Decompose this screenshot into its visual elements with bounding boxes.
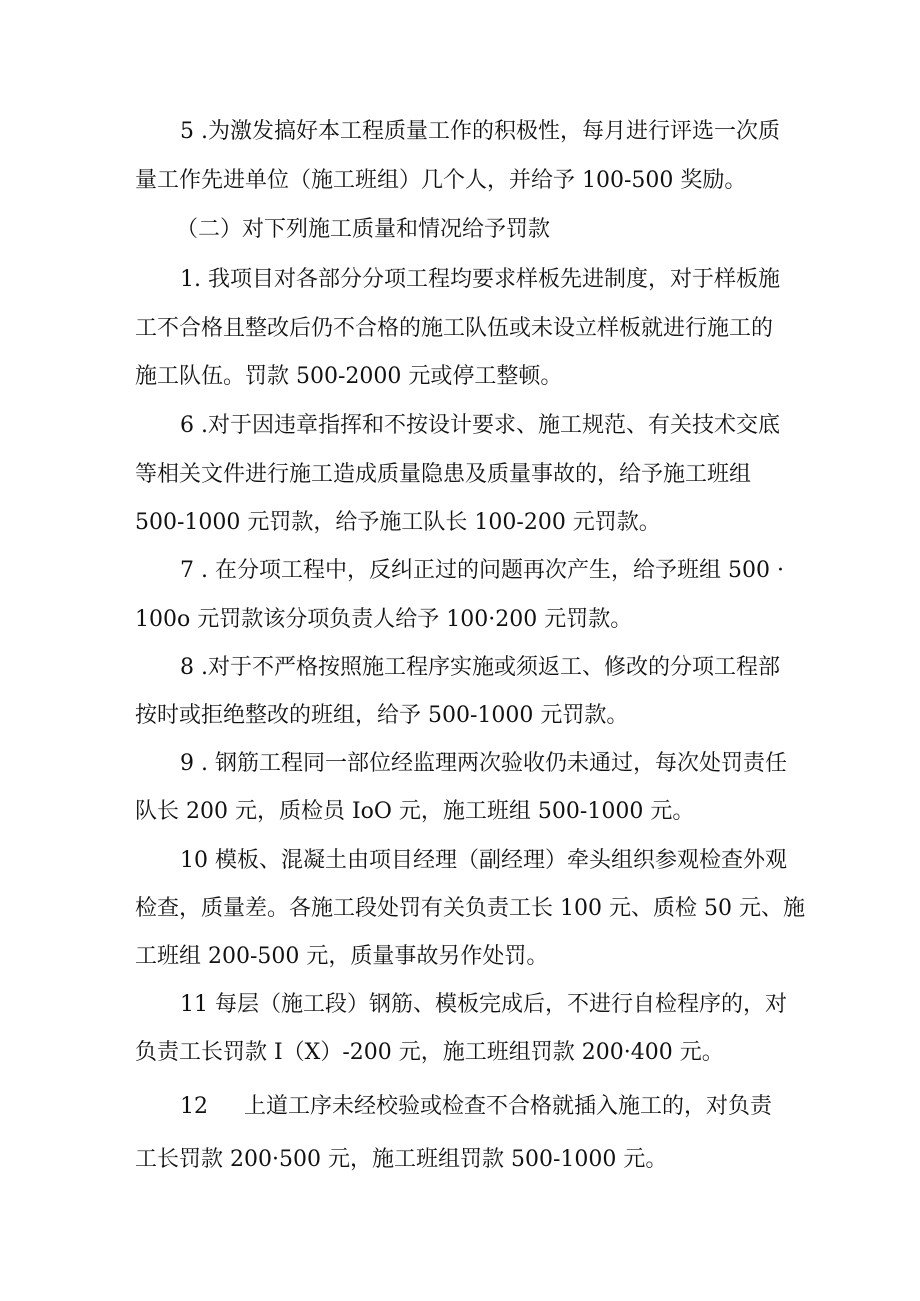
item-12-line-1: 上道工序未经校验或检查不合格就插入施工的，对负责 (244, 1094, 773, 1119)
item-12-line-2: 工长罚款 200·500 元，施工班组罚款 500-1000 元。 (135, 1147, 668, 1172)
item-1-line-1: 1. 我项目对各部分分项工程均要求样板先进制度，对于样板施 (180, 267, 780, 292)
item-5-line-2: 量工作先进单位（施工班组）几个人，并给予 100-500 奖励。 (135, 168, 747, 193)
item-6-line-3: 500-1000 元罚款，给予施工队长 100-200 元罚款。 (135, 510, 661, 535)
item-5-line-1: 5 .为激发搞好本工程质量工作的积极性，每月进行评选一次质 (180, 119, 780, 144)
item-7-line-2: 100o 元罚款该分项负责人给予 100·200 元罚款。 (135, 607, 633, 632)
item-6-line-2: 等相关文件进行施工造成质量隐患及质量事故的，给予施工班组 (135, 462, 752, 487)
item-8-line-2: 按时或拒绝整改的班组，给予 500-1000 元罚款。 (135, 703, 629, 728)
item-8-line-1: 8 .对于不严格按照施工程序实施或须返工、修改的分项工程部 (180, 655, 780, 680)
item-1-line-3: 施工队伍。罚款 500-2000 元或停工整顿。 (135, 364, 563, 389)
item-10-line-3: 工班组 200-500 元，质量事故另作处罚。 (135, 944, 549, 969)
item-11-line-2: 负责工长罚款 I（X）-200 元，施工班组罚款 200·400 元。 (135, 1040, 724, 1065)
item-1-line-2: 工不合格且整改后仍不合格的施工队伍或未设立样板就进行施工的 (135, 316, 774, 341)
item-11-line-1: 11 每层（施工段）钢筋、模板完成后，不进行自检程序的，对 (180, 992, 787, 1017)
item-9-line-1: 9 . 钢筋工程同一部位经监理两次验收仍未通过，每次处罚责任 (180, 751, 787, 776)
item-12-number: 12 (180, 1094, 208, 1119)
item-10-line-2: 检查，质量差。各施工段处罚有关负责工长 100 元、质检 50 元、施 (135, 896, 805, 921)
item-7-line-1: 7 . 在分项工程中，反纠正过的问题再次产生，给予班组 500 · (180, 558, 784, 583)
item-9-line-2: 队长 200 元，质检员 IoO 元，施工班组 500-1000 元。 (135, 799, 695, 824)
item-6-line-1: 6 .对于因违章指挥和不按设计要求、施工规范、有关技术交底 (180, 413, 780, 438)
item-10-line-1: 10 模板、混凝土由项目经理（副经理）牵头组织参观检查外观 (180, 848, 787, 873)
section-heading: （二）对下列施工质量和情况给予罚款 (176, 217, 551, 242)
